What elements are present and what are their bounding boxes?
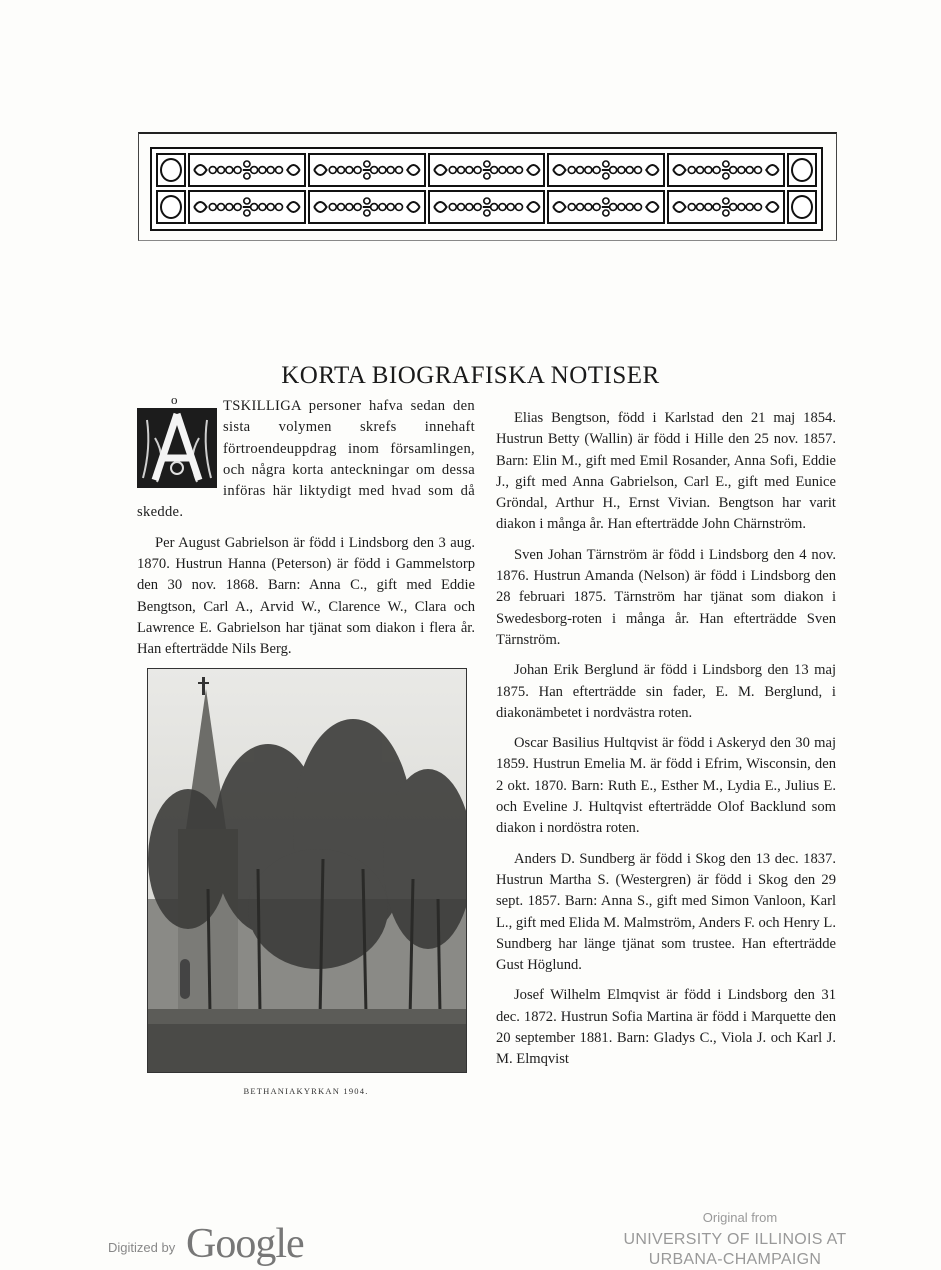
digitized-by-label: Digitized by xyxy=(108,1240,176,1255)
corner-ornament-icon xyxy=(787,190,817,224)
bio-paragraph: Anders D. Sundberg är född i Skog den 13 dec. 1837. Hustrun Martha S. (Westergren) är född i Skog den 29 sept. 1857. Barn: Anna S., gift med Simon Vanloon, Karl L., gift med Elida M. Malmström, Anders F. och Henry L. Sundberg har länge tjänat som trustee. Han efterträdde Gust Höglund. xyxy=(496,850,836,974)
intro-paragraph xyxy=(137,396,475,524)
dropcap-ring-mark: o xyxy=(171,392,178,407)
ornament-panel xyxy=(428,190,546,224)
ornament-row-bottom xyxy=(156,190,817,224)
church-photograph xyxy=(147,668,467,1073)
ornament-panel xyxy=(547,190,665,224)
intro-text: TSKILLIGA personer hafva sedan den sista volymen skrefs innehaft förtroendeuppdrag inom församlingen, och några korta anteckningar om dessa införas här liktydigt med hvad som då skedde. xyxy=(137,398,475,521)
decorative-header-band xyxy=(150,147,823,231)
institution-line-2: URBANA-CHAMPAIGN xyxy=(648,1251,822,1268)
right-column xyxy=(496,408,836,1080)
institution-line-1: UNIVERSITY OF ILLINOIS AT xyxy=(623,1231,847,1248)
institution-label xyxy=(600,1230,870,1270)
bio-paragraph: Per August Gabrielson är född i Lindsborg den 3 aug. 1870. Hustrun Hanna (Peterson) är född i Gammelstorp den 30 nov. 1868. Barn: Anna C., gift med Eddie Bengtson, Carl A., Arvid W., Clarence W., Clara och Lawrence E. Gabrielson har tjänat som diakon i flera år. Han efterträdde Nils Berg. xyxy=(137,534,475,658)
ornament-panel xyxy=(188,153,306,187)
original-from-label: Original from xyxy=(702,1210,778,1225)
bio-paragraph: Sven Johan Tärnström är född i Lindsborg den 4 nov. 1876. Hustrun Amanda (Nelson) är född i Lindsborg den 28 februari 1875. Tärnström har tjänat som diakon i Swedesborg-roten i många år. Han efterträdde Sven Tärnström. xyxy=(496,546,836,648)
ornament-panel xyxy=(188,190,306,224)
left-column xyxy=(137,396,475,670)
corner-ornament-icon xyxy=(156,153,186,187)
ornament-panel xyxy=(547,153,665,187)
page-title: KORTA BIOGRAFISKA NOTISER xyxy=(281,362,660,389)
ornament-panel xyxy=(667,190,785,224)
bio-paragraph: Josef Wilhelm Elmqvist är född i Lindsborg den 31 dec. 1872. Hustrun Sofia Martina är född i Marquette den 20 september 1881. Barn: Gladys C., Viola J. och Karl J. M. Elmqvist xyxy=(496,987,836,1068)
ornament-panel xyxy=(667,153,785,187)
bio-paragraph: Elias Bengtson, född i Karlstad den 21 maj 1854. Hustrun Betty (Wallin) är född i Hille den 25 nov. 1857. Barn: Elin M., gift med Emil Rosander, Anna Sofi, Eddie J., gift med Anna Gabrielson, Carl E., gift med Eunice Gröndal, Arthur H., Ernst Vivian. Bengtson har varit diakon i många år. Han efterträdde John Chärnström. xyxy=(496,410,836,533)
ornament-panel xyxy=(308,190,426,224)
google-logo: Google xyxy=(186,1221,304,1267)
ornament-panel xyxy=(308,153,426,187)
photo-caption: BETHANIAKYRKAN 1904. xyxy=(243,1086,369,1096)
ornament-panel xyxy=(428,153,546,187)
ornament-row-top xyxy=(156,153,817,187)
church-photo-image xyxy=(148,669,466,1072)
corner-ornament-icon xyxy=(156,190,186,224)
bio-paragraph: Oscar Basilius Hultqvist är född i Askeryd den 30 maj 1859. Hustrun Emelia M. är född i Efrim, Wisconsin, den 2 okt. 1870. Barn: Ruth E., Esther M., Lydia E., Julius E. och Eveline J. Hultqvist efterträdde Olof Backlund som diakon i nordöstra roten. xyxy=(496,735,836,837)
ornamental-initial-icon xyxy=(137,408,217,488)
svg-text:Å: Å xyxy=(177,482,178,483)
corner-ornament-icon xyxy=(787,153,817,187)
bio-paragraph: Johan Erik Berglund är född i Lindsborg den 13 maj 1875. Han efterträdde sin fader, E. M. Berglund, i diakonämbetet i nordvästra roten. xyxy=(496,662,836,721)
